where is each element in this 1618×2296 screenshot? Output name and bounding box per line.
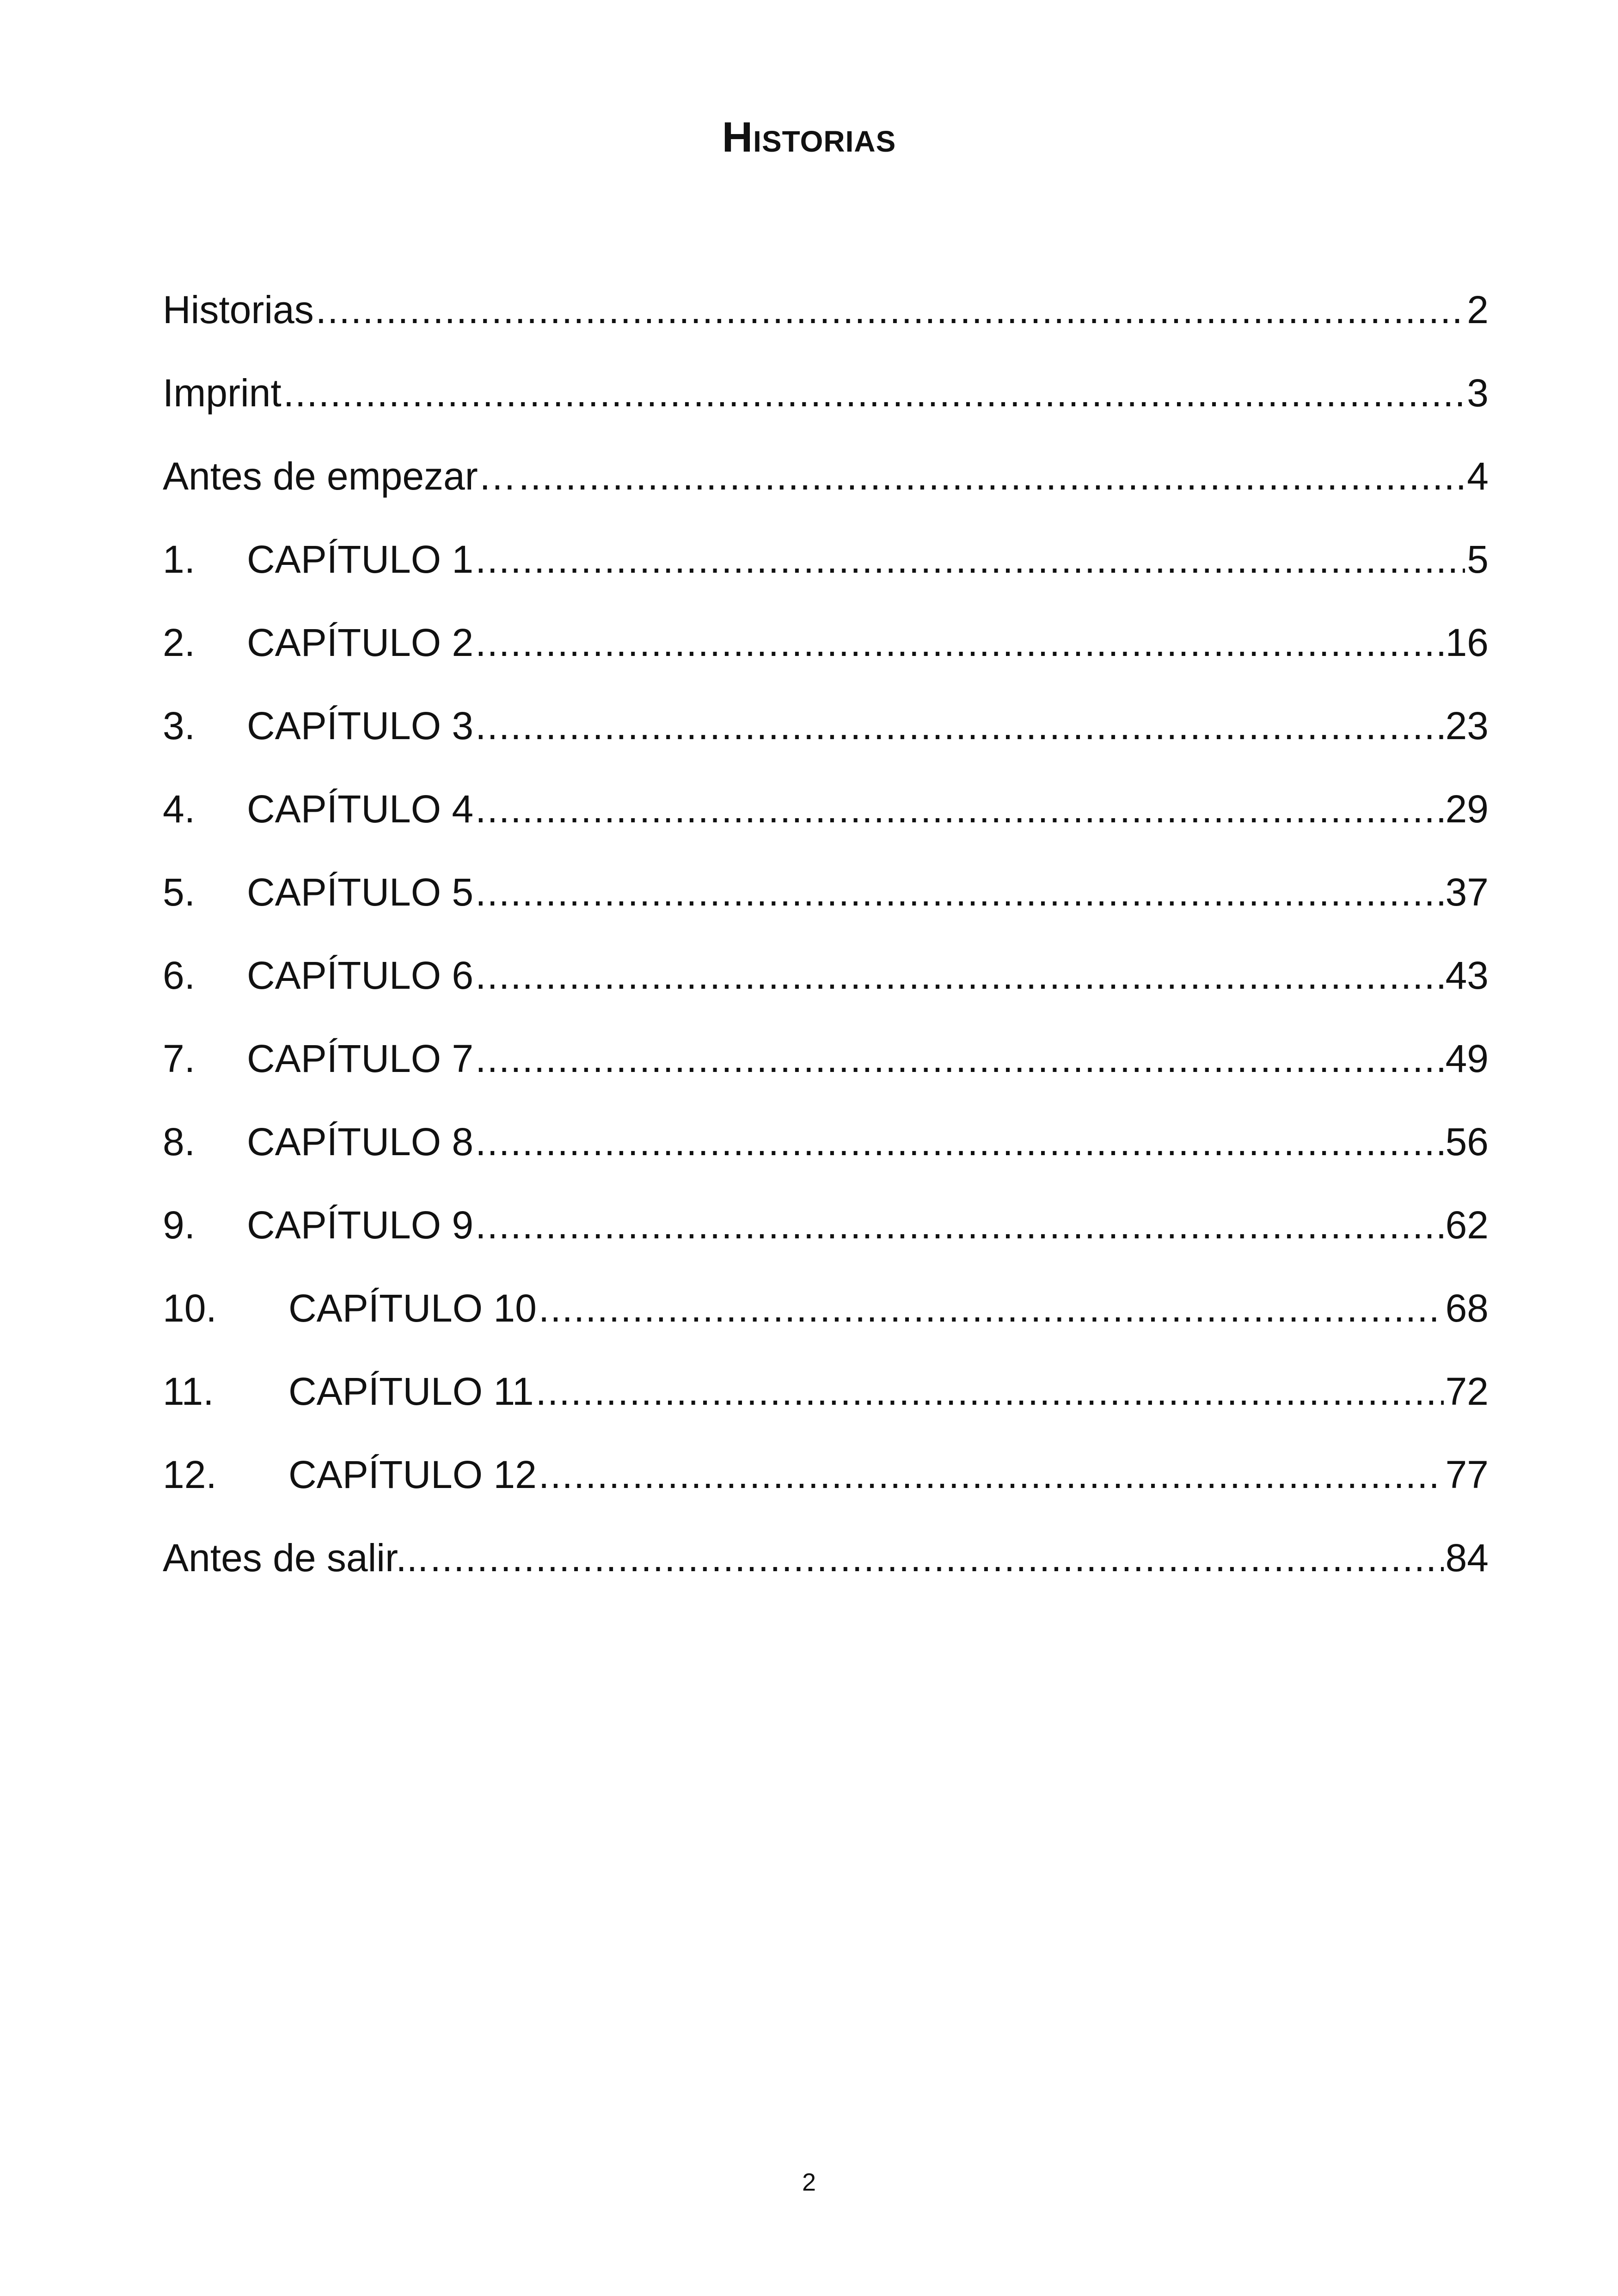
toc-dot-leader (475, 786, 1443, 832)
toc-dot-leader (475, 1202, 1443, 1248)
toc-dot-leader (475, 1119, 1443, 1165)
toc-entry-page: 77 (1445, 1453, 1489, 1496)
toc-entry-page: 56 (1445, 1120, 1489, 1163)
toc-entry-number: 12. (163, 1453, 217, 1496)
toc-entry-number: 1. (163, 538, 196, 581)
toc-entry-capitulo-2[interactable] (163, 582, 1489, 666)
toc-entry-capitulo-11[interactable] (163, 1331, 1489, 1414)
toc-entry-capitulo-1[interactable] (163, 499, 1489, 582)
toc-entry-label: CAPÍTULO 3 (247, 704, 474, 747)
toc-entry-page: 16 (1445, 621, 1489, 664)
toc-entry-page: 68 (1445, 1286, 1489, 1330)
toc-entry-page: 3 (1467, 371, 1489, 415)
toc-dot-leader (536, 1368, 1444, 1414)
toc-entry-capitulo-10[interactable] (163, 1248, 1489, 1331)
toc-entry-label: CAPÍTULO 4 (247, 787, 474, 831)
toc-dot-leader (475, 703, 1443, 749)
toc-dot-leader (539, 1451, 1444, 1498)
toc-entry-page: 49 (1445, 1037, 1489, 1080)
toc-dot-leader (475, 952, 1443, 998)
toc-entry-page: 29 (1445, 787, 1489, 831)
toc-entry-antes-de-salir[interactable] (163, 1498, 1489, 1581)
toc-entry-page: 84 (1445, 1536, 1489, 1580)
toc-entry-antes-de-empezar[interactable] (163, 416, 1489, 499)
toc-entry-label: CAPÍTULO 8 (247, 1120, 474, 1163)
toc-dot-leader (519, 453, 1465, 499)
toc-entry-page: 37 (1445, 870, 1489, 914)
toc-entry-number: 2. (163, 621, 196, 664)
toc-dot-leader (475, 869, 1443, 915)
toc-entry-label: CAPÍTULO 6 (247, 954, 474, 997)
page-number-footer: 2 (802, 2168, 816, 2196)
toc-entry-number: 9. (163, 1203, 196, 1247)
toc-entry-label: Antes de empezar… (163, 454, 517, 498)
toc-entry-capitulo-3[interactable] (163, 666, 1489, 749)
toc-dot-leader (430, 1535, 1443, 1581)
toc-entry-page: 4 (1467, 454, 1489, 498)
page-title (0, 113, 1618, 162)
toc-entry-page: 2 (1467, 288, 1489, 331)
toc-dot-leader (539, 1285, 1444, 1331)
toc-entry-imprint[interactable] (163, 333, 1489, 416)
toc-entry-label: CAPÍTULO 1 (247, 538, 474, 581)
toc-entry-capitulo-12[interactable] (163, 1414, 1489, 1498)
toc-dot-leader (475, 536, 1465, 582)
toc-entry-number: 8. (163, 1120, 196, 1163)
toc-entry-label: CAPÍTULO 12 (288, 1453, 537, 1496)
toc-entry-capitulo-5[interactable] (163, 832, 1489, 915)
toc-entry-number: 4. (163, 787, 196, 831)
toc-entry-number: 7. (163, 1037, 196, 1080)
toc-entry-label: CAPÍTULO 2 (247, 621, 474, 664)
toc-entry-page: 43 (1445, 954, 1489, 997)
toc-dot-leader (475, 1035, 1443, 1082)
toc-dot-leader (316, 287, 1465, 333)
toc-entry-capitulo-9[interactable] (163, 1165, 1489, 1248)
toc-dot-leader (283, 370, 1465, 416)
toc-entry-label: CAPÍTULO 7 (247, 1037, 474, 1080)
toc-entry-label: CAPÍTULO 9 (247, 1203, 474, 1247)
toc-entry-capitulo-7[interactable] (163, 998, 1489, 1082)
toc-entry-page: 5 (1467, 538, 1489, 581)
toc-entry-number: 3. (163, 704, 196, 747)
toc-entry-number: 11. (163, 1370, 214, 1413)
toc-entry-label: CAPÍTULO 5 (247, 870, 474, 914)
toc-entry-page: 72 (1445, 1370, 1489, 1413)
toc-entry-page: 62 (1445, 1203, 1489, 1247)
toc-entry-capitulo-8[interactable] (163, 1082, 1489, 1165)
page-title-text: Historias (722, 114, 896, 161)
toc-entry-capitulo-4[interactable] (163, 749, 1489, 832)
toc-dot-leader (475, 619, 1443, 666)
toc-entry-label: Historias (163, 288, 314, 331)
toc-entry-label: Imprint (163, 371, 282, 415)
toc-entry-label: CAPÍTULO 10 (288, 1286, 537, 1330)
toc-entry-label: CAPÍTULO 11 (288, 1370, 534, 1413)
table-of-contents (163, 250, 1489, 1581)
toc-entry-label: Antes de salir... (163, 1536, 429, 1580)
toc-entry-number: 10. (163, 1286, 217, 1330)
toc-entry-historias[interactable] (163, 250, 1489, 333)
toc-entry-number: 6. (163, 954, 196, 997)
toc-entry-page: 23 (1445, 704, 1489, 747)
toc-entry-number: 5. (163, 870, 196, 914)
toc-entry-capitulo-6[interactable] (163, 915, 1489, 998)
